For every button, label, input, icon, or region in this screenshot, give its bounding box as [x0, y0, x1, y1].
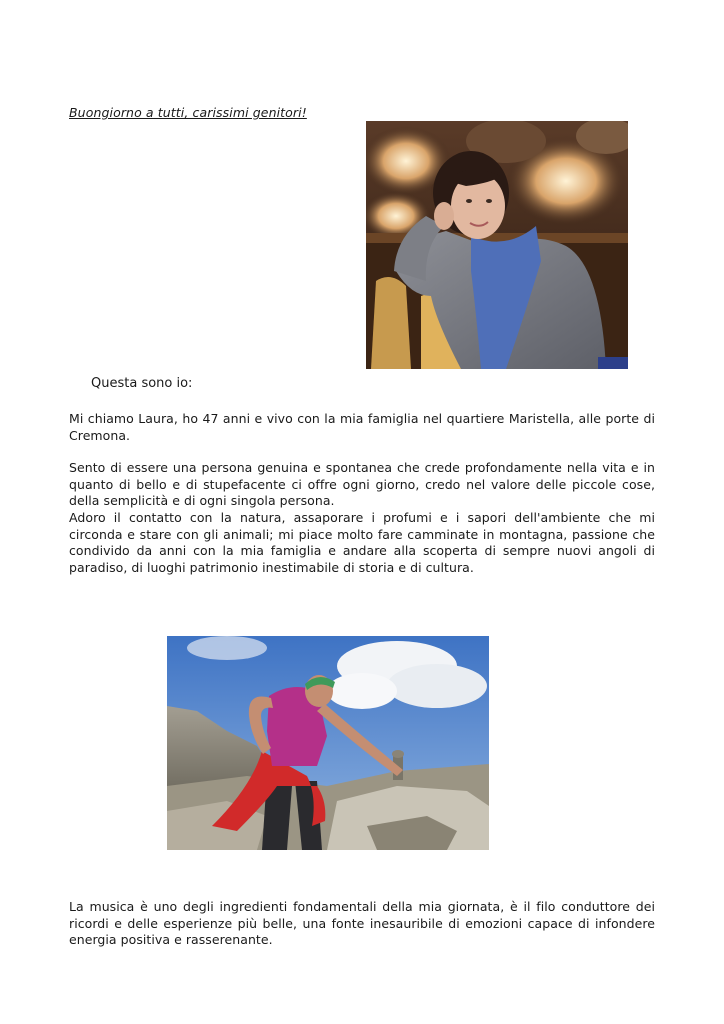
portrait-photo — [366, 121, 628, 369]
photo-caption: Questa sono io: — [91, 376, 193, 391]
nature-paragraph: Adoro il contatto con la natura, assaporare i profumi e i sapori dell'ambiente che mi circonda e stare con gli animali; mi piace molto fare camminate in montagna, passione che condivido da anni con la mia famiglia e andare alla scoperta di sempre nuovi angoli di paradiso, di luoghi patrimonio inestimabile di storia e di cultura. — [69, 510, 655, 575]
greeting: Buongiorno a tutti, carissimi genitori! — [69, 105, 307, 120]
intro-paragraph: Mi chiamo Laura, ho 47 anni e vivo con la mia famiglia nel quartiere Maristella, alle porte di Cremona. — [69, 411, 655, 443]
mountain-photo — [167, 636, 489, 850]
music-paragraph: La musica è uno degli ingredienti fondamentali della mia giornata, è il filo conduttore dei ricordi e delle esperienze più belle, una fonte inesauribile di emozioni capace di infondere energia positiva e rasserenante. — [69, 899, 655, 947]
personality-paragraph: Sento di essere una persona genuina e spontanea che crede profondamente nella vita e in quanto di bello e di stupefacente ci offre ogni giorno, credo nel valore delle piccole cose, della semplicità e di ogni singola persona. — [69, 460, 655, 508]
